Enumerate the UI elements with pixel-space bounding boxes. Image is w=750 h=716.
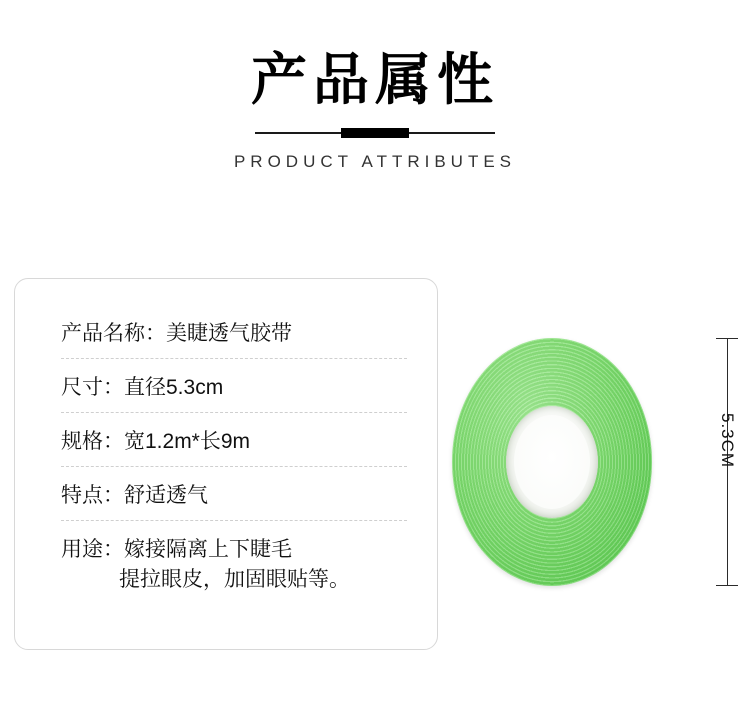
spec-label: 产品名称： [61, 322, 166, 345]
tape-roll [452, 338, 652, 586]
spec-value: 直径5.3cm [124, 376, 224, 399]
spec-row [61, 359, 407, 413]
spec-label: 用途： [61, 538, 124, 561]
spec-label: 特点： [61, 484, 124, 507]
spec-value-continuation: 提拉眼皮，加固眼贴等。 [119, 568, 350, 591]
spec-card [14, 278, 438, 650]
spec-row [61, 467, 407, 521]
product-image [452, 338, 652, 586]
spec-value: 舒适透气 [124, 484, 208, 507]
tape-roll-core-hole [514, 415, 590, 509]
caliper-cap-top [716, 338, 738, 339]
caliper-cap-bottom [716, 585, 738, 586]
divider-block [341, 128, 409, 138]
page-header [0, 48, 750, 172]
spec-value: 嫁接隔离上下睫毛 [124, 538, 292, 561]
spec-value: 宽1.2m*长9m [124, 430, 251, 453]
dimension-caliper [716, 338, 738, 586]
spec-value: 美睫透气胶带 [166, 322, 292, 345]
spec-row [61, 521, 407, 608]
dimension-label: 5.3CM [718, 413, 737, 469]
spec-label: 规格： [61, 430, 124, 453]
spec-label: 尺寸： [61, 376, 124, 399]
page-subtitle: PRODUCT ATTRIBUTES [233, 152, 517, 172]
spec-list [61, 305, 407, 608]
page-title: 产品属性 [251, 48, 499, 111]
tape-roll-core [506, 406, 598, 518]
spec-row [61, 305, 407, 359]
spec-row [61, 413, 407, 467]
title-divider [255, 128, 495, 138]
